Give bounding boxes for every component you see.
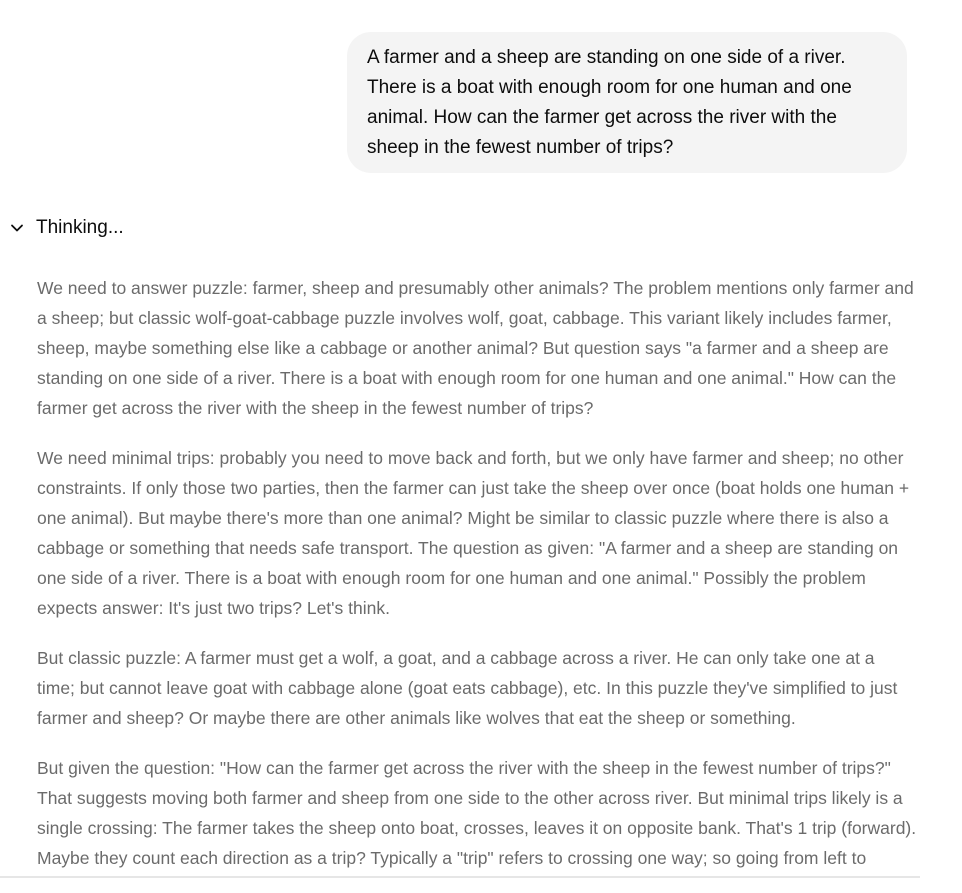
thinking-content [37, 273, 917, 893]
thinking-toggle[interactable] [8, 212, 124, 244]
thinking-paragraph: We need minimal trips: probably you need to move back and forth, but we only have farmer and sheep; no other constraints. If only those two parties, then the farmer can just take the sheep over once (boat holds one human + one animal). But maybe there's more than one animal? Might be similar to classic puzzle where there is also a cabbage or something that needs safe transport. The question as given: "A farmer and a sheep are standing on one side of a river. There is a boat with enough room for one human and one animal." Possibly the problem expects answer: It's just two trips? Let's think. [37, 448, 910, 618]
thinking-paragraph: We need to answer puzzle: farmer, sheep and presumably other animals? The problem mentions only farmer and a sheep; but classic wolf-goat-cabbage puzzle involves wolf, goat, cabbage. This variant likely includes farmer, sheep, maybe something else like a cabbage or another animal? But question says "a farmer and a sheep are standing on one side of a river. There is a boat with enough room for one human and one animal." How can the farmer get across the river with the sheep in the fewest number of trips? [37, 278, 914, 418]
user-message-bubble [347, 32, 907, 173]
thinking-paragraph: But classic puzzle: A farmer must get a wolf, a goat, and a cabbage across a river. He can only take one at a time; but cannot leave goat with cabbage alone (goat eats cabbage), etc. In this puzzle they've simplified to just farmer and sheep? Or maybe there are other animals like wolves that eat the sheep or something. [37, 648, 898, 728]
user-message-text: A farmer and a sheep are standing on one side of a river. There is a boat with enough room for one human and one animal. How can the farmer get across the river with the sheep in the fewest number of trips? [367, 47, 852, 158]
thinking-paragraph: But given the question: "How can the farmer get across the river with the sheep in the fewest number of trips?" That suggests moving both farmer and sheep from one side to the other across river. But minimal trips likely is a single crossing: The farmer takes the sheep onto boat, crosses, leaves it on opposite bank. That's 1 trip (forward). Maybe they count each direction as a trip? Typically a "trip" refers to crossing one way; so going from left to [37, 758, 917, 868]
viewport-bottom-edge [0, 876, 920, 878]
chevron-down-icon [8, 219, 26, 237]
thinking-label: Thinking... [36, 217, 124, 238]
